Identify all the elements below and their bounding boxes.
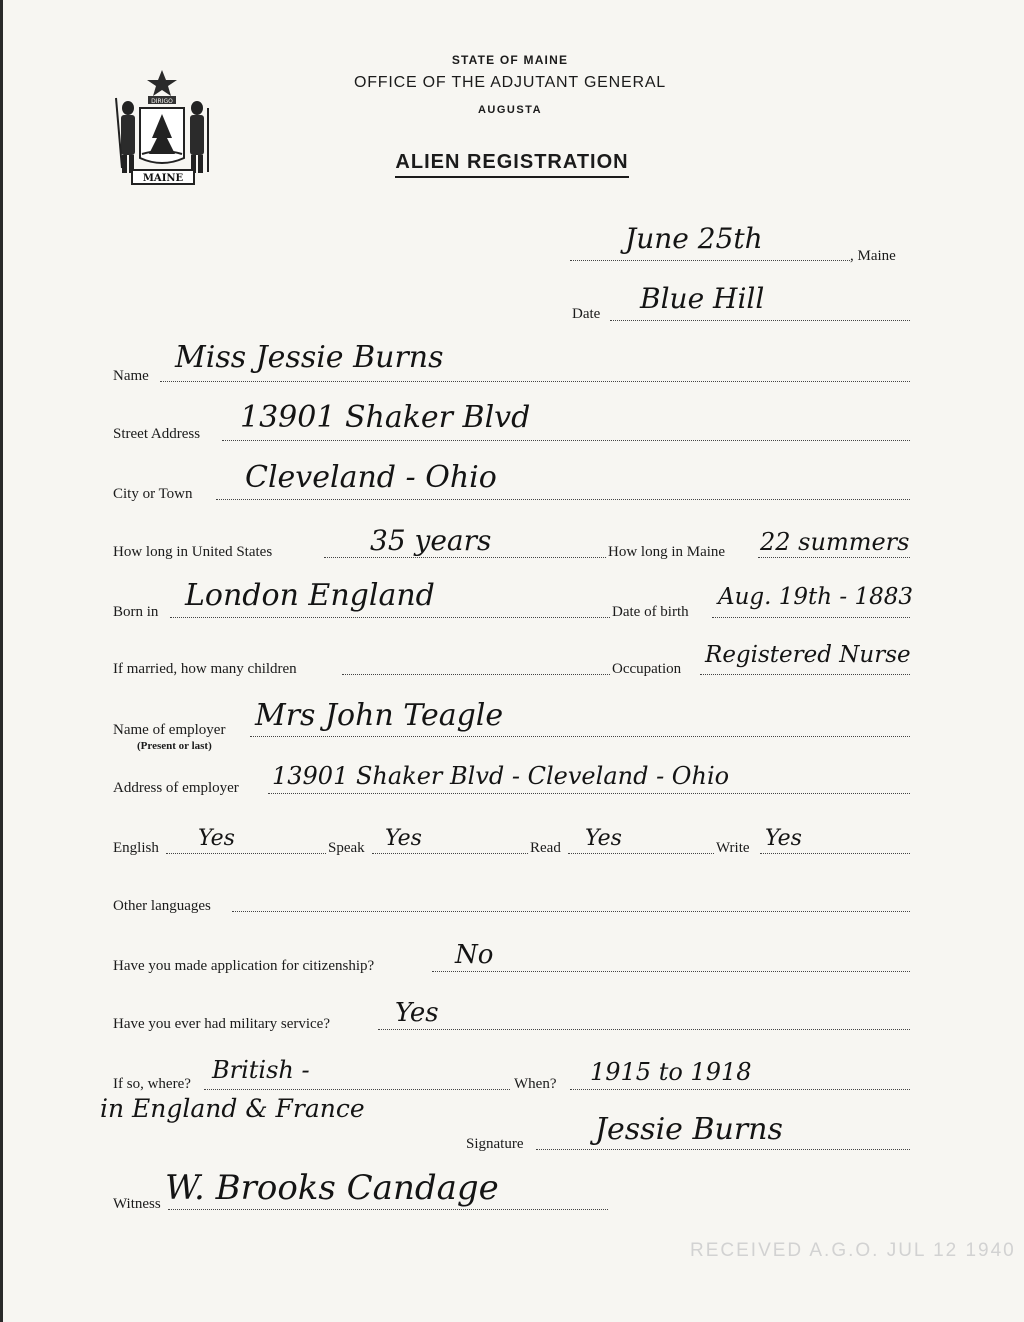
born-in-label: Born in [113, 604, 159, 620]
name-entry: Miss Jessie Burns [175, 340, 444, 375]
other-languages-dots [232, 911, 910, 912]
svg-text:MAINE: MAINE [142, 173, 184, 184]
maine-time-entry: 22 summers [760, 528, 910, 556]
write-label: Write [716, 840, 750, 856]
citizenship-dots [432, 971, 910, 972]
born-in-entry: London England [185, 578, 435, 613]
when-label: When? [514, 1076, 557, 1092]
employer-address-dots [268, 793, 910, 794]
where-continued-entry: in England & France [100, 1094, 365, 1123]
occupation-label: Occupation [612, 661, 682, 677]
how-long-us-dots [324, 557, 606, 558]
street-entry: 13901 Shaker Blvd [240, 400, 531, 435]
read-dots [568, 853, 714, 854]
how-long-maine-label: How long in Maine [608, 544, 726, 560]
employer-address-label: Address of employer [113, 780, 239, 796]
date-line-dots [570, 260, 850, 261]
witness-entry: W. Brooks Candage [165, 1168, 499, 1208]
military-entry: Yes [395, 998, 439, 1028]
english-dots [166, 853, 326, 854]
dob-entry: Aug. 19th - 1883 [718, 584, 914, 610]
years-us-entry: 35 years [370, 524, 492, 557]
name-dots [160, 381, 910, 382]
citizenship-entry: No [455, 940, 494, 970]
dob-label: Date of birth [612, 604, 689, 620]
read-entry: Yes [585, 826, 622, 851]
state-heading: STATE OF MAINE [451, 53, 569, 67]
when-dots [570, 1089, 910, 1090]
witness-label: Witness [113, 1196, 161, 1212]
received-stamp: RECEIVED A.G.O. JUL 12 1940 [690, 1240, 1016, 1261]
city-heading: AUGUSTA [477, 104, 543, 116]
write-entry: Yes [765, 826, 802, 851]
write-dots [760, 853, 910, 854]
city-dots [216, 499, 910, 500]
children-label: If married, how many children [113, 661, 297, 677]
maine-suffix-label: , Maine [850, 248, 896, 264]
speak-label: Speak [328, 840, 365, 856]
signature-dots [536, 1149, 910, 1150]
military-label: Have you ever had military service? [113, 1016, 330, 1032]
english-label: English [113, 840, 159, 856]
page-edge [0, 0, 3, 1322]
born-in-dots [170, 617, 610, 618]
date-entry: June 25th [625, 222, 763, 255]
employer-note: (Present or last) [137, 740, 212, 752]
where-entry: British - [212, 1056, 310, 1084]
city-entry: Cleveland - Ohio [245, 460, 497, 495]
where-label: If so, where? [113, 1076, 191, 1092]
date-label: Date [572, 306, 601, 322]
place-dots [610, 320, 910, 321]
signature-label: Signature [466, 1136, 524, 1152]
place-entry: Blue Hill [640, 282, 765, 315]
speak-dots [372, 853, 528, 854]
employer-entry: Mrs John Teagle [255, 698, 504, 733]
military-dots [378, 1029, 910, 1030]
employer-address-entry: 13901 Shaker Blvd - Cleveland - Ohio [272, 762, 730, 790]
when-entry: 1915 to 1918 [590, 1058, 752, 1086]
citizenship-label: Have you made application for citizenship? [113, 958, 375, 974]
employer-label: Name of employer [113, 722, 226, 738]
signature-entry: Jessie Burns [595, 1112, 783, 1147]
city-label: City or Town [113, 486, 193, 502]
children-dots [342, 674, 610, 675]
dob-dots [712, 617, 910, 618]
other-languages-label: Other languages [113, 898, 211, 914]
how-long-maine-dots [758, 557, 910, 558]
occupation-dots [700, 674, 910, 675]
english-entry: Yes [198, 826, 235, 851]
svg-text:DIRIGO: DIRIGO [151, 98, 173, 105]
occupation-entry: Registered Nurse [705, 642, 911, 668]
office-heading: OFFICE OF THE ADJUTANT GENERAL [353, 74, 667, 91]
speak-entry: Yes [385, 826, 422, 851]
form-title: ALIEN REGISTRATION [0, 151, 1024, 174]
employer-dots [250, 736, 910, 737]
street-label: Street Address [113, 426, 201, 442]
street-dots [222, 440, 910, 441]
name-label: Name [113, 368, 149, 384]
read-label: Read [530, 840, 561, 856]
how-long-us-label: How long in United States [113, 544, 273, 560]
witness-dots [168, 1209, 608, 1210]
where-dots [204, 1089, 510, 1090]
